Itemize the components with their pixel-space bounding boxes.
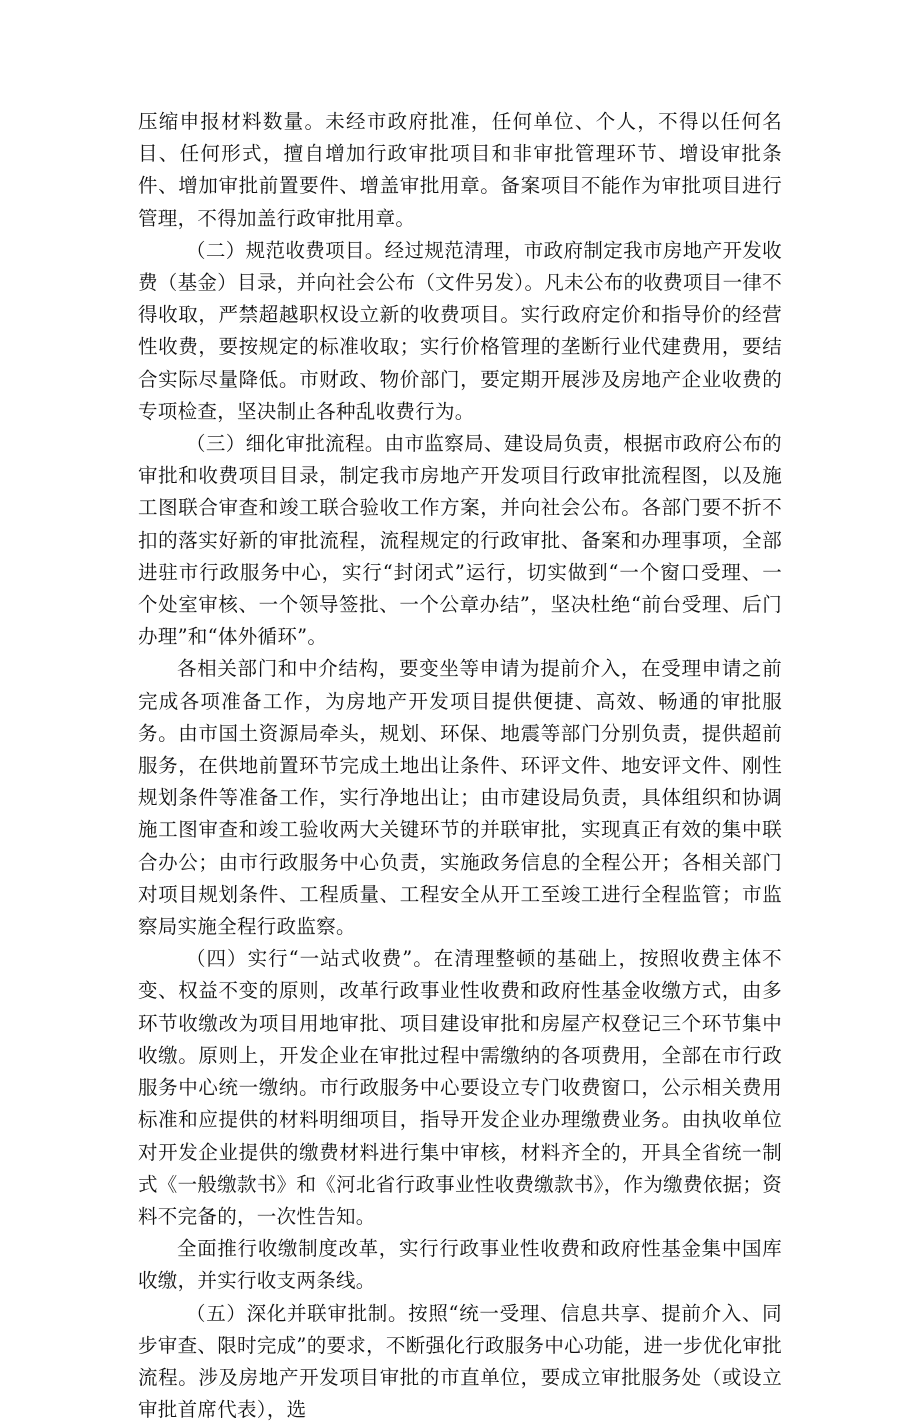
paragraph-fee-items: （二）规范收费项目。经过规范清理，市政府制定我市房地产开发收费（基金）目录，并向社会公布（文件另发）。凡未公布的收费项目一律不得收取，严禁超越职权设立新的收费项目。实行政府定价和指导价的经营性收费，要按规定的标准收取；实行价格管理的垄断行业代建费用，要结合实际尽量降低。市财政、物价部门，要定期开展涉及房地产企业收费的专项检查，坚决制止各种乱收费行为。 (138, 238, 782, 423)
paragraph-approval-process: （三）细化审批流程。由市监察局、建设局负责，根据市政府公布的审批和收费项目目录，制定我市房地产开发项目行政审批流程图，以及施工图联合审查和竣工联合验收工作方案，并向社会公布。各部门要不折不扣的落实好新的审批流程，流程规定的行政审批、备案和办理事项，全部进驻市行政服务中心，实行“封闭式”运行，切实做到“一个窗口受理、一个处室审核、一个领导签批、一个公章办结”，坚决杜绝“前台受理、后门办理”和“体外循环”。 (138, 432, 782, 649)
paragraph-continuation: 压缩申报材料数量。未经市政府批准，任何单位、个人，不得以任何名目、任何形式，擅自增加行政审批项目和非审批管理环节、增设审批条件、增加审批前置要件、增盖审批用章。备案项目不能作为审批项目进行管理，不得加盖行政审批用章。 (138, 110, 782, 230)
document-body (138, 106, 782, 1426)
paragraph-departments: 各相关部门和中介结构，要变坐等申请为提前介入，在受理申请之前完成各项准备工作，为房地产开发项目提供便捷、高效、畅通的审批服务。由市国土资源局牵头，规划、环保、地震等部门分别负责，提供超前服务，在供地前置环节完成土地出让条件、环评文件、地安评文件、刚性规划条件等准备工作，实行净地出让；由市建设局负责，具体组织和协调施工图审查和竣工验收两大关键环节的并联审批，实现真正有效的集中联合办公；由市行政服务中心负责，实施政务信息的全程公开；各相关部门对项目规划条件、工程质量、工程安全从开工至竣工进行全程监管；市监察局实施全程行政监察。 (138, 657, 782, 939)
paragraph-parallel-approval: （五）深化并联审批制。按照“统一受理、信息共享、提前介入、同步审查、限时完成”的要求，不断强化行政服务中心功能，进一步优化审批流程。涉及房地产开发项目审批的市直单位，要成立审批服务处（或设立审批首席代表），选 (138, 1301, 782, 1422)
paragraph-one-stop-fee: （四）实行“一站式收费”。在清理整顿的基础上，按照收费主体不变、权益不变的原则，改革行政事业性收费和政府性基金收缴方式，由多环节收缴改为项目用地审批、项目建设审批和房屋产权登记三个环节集中收缴。原则上，开发企业在审批过程中需缴纳的各项费用，全部在市行政服务中心统一缴纳。市行政服务中心要设立专门收费窗口，公示相关费用标准和应提供的材料明细项目，指导开发企业办理缴费业务。由执收单位对开发企业提供的缴费材料进行集中审核，材料齐全的，开具全省统一制式《一般缴款书》和《河北省行政事业性收费缴款书》，作为缴费依据；资料不完备的，一次性告知。 (138, 947, 782, 1228)
paragraph-collection-reform: 全面推行收缴制度改革，实行行政事业性收费和政府性基金集中国库收缴，并实行收支两条线。 (138, 1237, 782, 1293)
